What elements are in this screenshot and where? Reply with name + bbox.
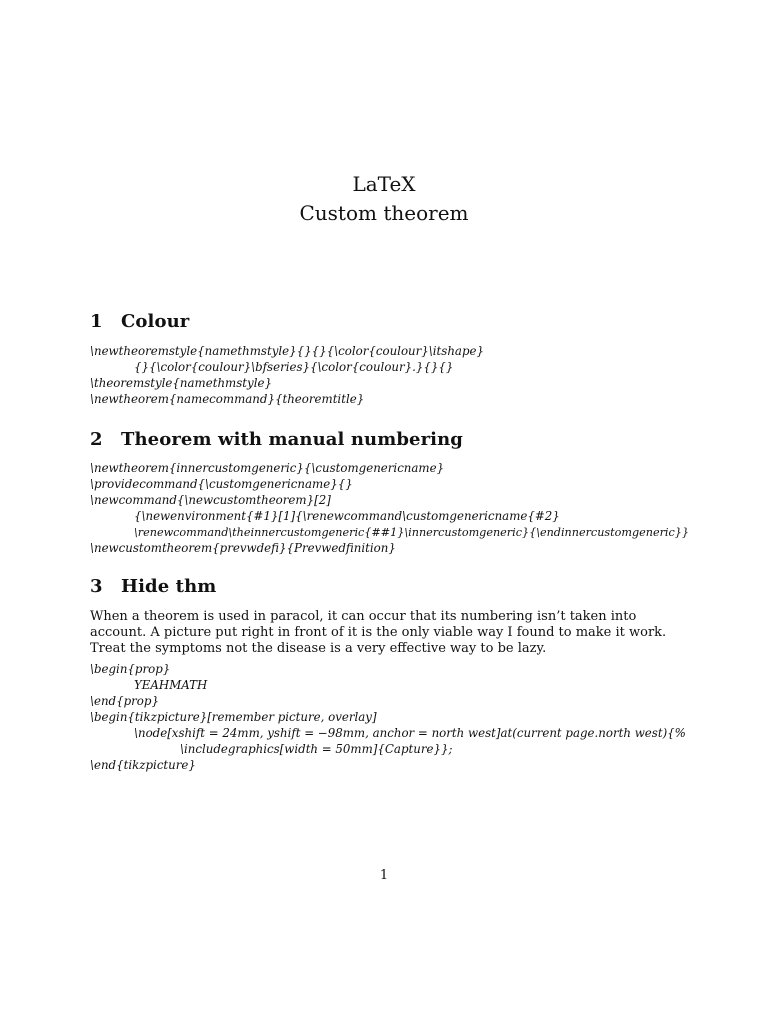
- title-line-2: Custom theorem: [299, 201, 469, 225]
- section-title: Hide thm: [121, 576, 217, 597]
- section-number: 2: [90, 429, 103, 450]
- title-line-1: LaTeX: [352, 172, 416, 196]
- section-heading-colour: [90, 311, 189, 332]
- document-title: [0, 170, 768, 228]
- code-line: \theoremstyle{namethmstyle}: [90, 376, 272, 390]
- code-line: \providecommand{\customgenericname}{}: [90, 477, 353, 491]
- code-line: \newtheorem{namecommand}{theoremtitle}: [90, 392, 365, 406]
- code-line: \newtheoremstyle{namethmstyle}{}{}{\color{coulour}\itshape}: [90, 344, 485, 358]
- code-line: \newtheorem{innercustomgeneric}{\customgenericname}: [90, 461, 445, 475]
- section-number: 1: [90, 311, 103, 332]
- code-line: \node[xshift = 24mm, yshift = −98mm, anchor = north west]at(current page.north west){%: [134, 726, 686, 740]
- code-line: {\newenvironment{#1}[1]{\renewcommand\customgenericname{#2}: [134, 509, 560, 523]
- section-number: 3: [90, 576, 103, 597]
- code-line: {}{\color{coulour}\bfseries}{\color{coulour}.}{}{}: [134, 360, 454, 374]
- body-paragraph: When a theorem is used in paracol, it can occur that its numbering isn’t taken into account. A picture put right in front of it is the only viable way I found to make it work. Treat the symptoms not the disease is a very effective way to be lazy.: [90, 609, 667, 656]
- code-line: \begin{tikzpicture}[remember picture, overlay]: [90, 710, 377, 724]
- code-line: \end{tikzpicture}: [90, 758, 196, 772]
- code-line: \includegraphics[width = 50mm]{Capture}};: [180, 742, 453, 756]
- code-line: \begin{prop}: [90, 662, 171, 676]
- code-line: \end{prop}: [90, 694, 159, 708]
- code-line: YEAHMATH: [134, 678, 208, 692]
- page-number: 1: [379, 868, 389, 883]
- section-title: Colour: [121, 311, 190, 332]
- code-line: \newcommand{\newcustomtheorem}[2]: [90, 493, 331, 507]
- code-line: \newcustomtheorem{prevwdefi}{Prevwedfinition}: [90, 541, 396, 555]
- section-heading-manual-numbering: [90, 429, 463, 450]
- section-heading-hide-thm: [90, 576, 216, 597]
- code-line: \renewcommand\theinnercustomgeneric{##1}\innercustomgeneric}{\endinnercustomgeneric}}: [134, 526, 690, 539]
- section-title: Theorem with manual numbering: [121, 429, 463, 450]
